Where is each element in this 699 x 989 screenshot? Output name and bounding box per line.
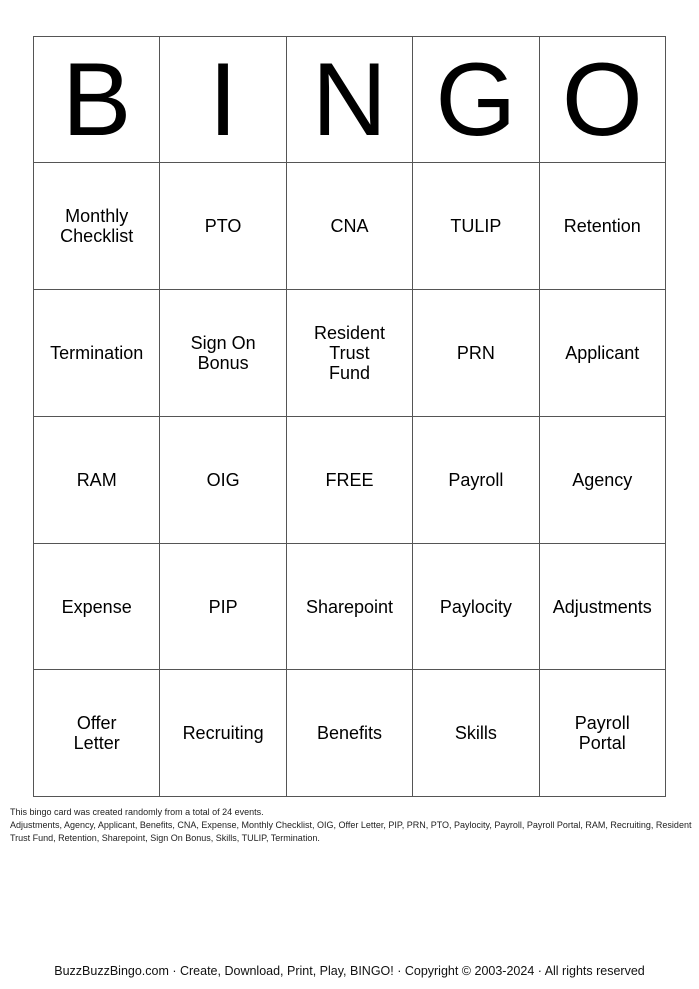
cell-label: Applicant	[565, 343, 640, 363]
cell-label: OIG	[206, 470, 240, 490]
bingo-cell[interactable]	[539, 544, 665, 670]
bingo-row-3	[34, 417, 666, 544]
bingo-cell[interactable]	[539, 417, 665, 544]
bingo-cell-free[interactable]	[286, 417, 412, 544]
bingo-cell[interactable]	[34, 670, 160, 797]
bingo-cell[interactable]	[34, 544, 160, 670]
bingo-row-5	[34, 670, 666, 797]
bingo-cell[interactable]	[160, 290, 286, 417]
bingo-row-1	[34, 163, 666, 290]
bingo-cell[interactable]	[286, 290, 412, 417]
cell-label: Agency	[572, 470, 633, 490]
bingo-cell[interactable]	[413, 670, 539, 797]
bingo-cell[interactable]	[413, 417, 539, 544]
bingo-cell[interactable]	[160, 417, 286, 544]
cell-label: PTO	[204, 216, 242, 236]
footer-text: BuzzBuzzBingo.com · Create, Download, Print, Play, BINGO! · Copyright © 2003-2024 · All rights reserved	[54, 964, 645, 978]
header-letter-n: N	[286, 37, 412, 163]
bingo-cell[interactable]	[286, 163, 412, 290]
bingo-header-row	[34, 37, 666, 163]
cell-label: Expense	[61, 596, 132, 617]
bingo-cell[interactable]	[539, 290, 665, 417]
header-letter-i: I	[160, 37, 286, 163]
bingo-cell[interactable]	[413, 163, 539, 290]
cell-label: Monthly Checklist	[60, 206, 134, 246]
bingo-cell[interactable]	[413, 290, 539, 417]
bingo-row-4	[34, 544, 666, 670]
bingo-cell[interactable]	[539, 670, 665, 797]
card-footnote	[10, 806, 694, 845]
bingo-card	[33, 36, 666, 797]
bingo-cell[interactable]	[34, 417, 160, 544]
header-letter-b: B	[34, 37, 160, 163]
bingo-cell[interactable]	[34, 163, 160, 290]
cell-label: Paylocity	[439, 596, 512, 617]
bingo-cell[interactable]	[286, 544, 412, 670]
cell-label: Termination	[50, 343, 144, 363]
bingo-cell[interactable]	[34, 290, 160, 417]
bingo-cell[interactable]	[539, 163, 665, 290]
header-letter-g: G	[413, 37, 539, 163]
bingo-row-2	[34, 290, 666, 417]
free-space-label: FREE	[325, 470, 374, 490]
bingo-cell[interactable]	[413, 544, 539, 670]
cell-label: Sign On Bonus	[190, 333, 256, 373]
cell-label: Payroll Portal	[574, 713, 630, 753]
cell-label: PIP	[208, 596, 238, 617]
cell-label: Skills	[454, 723, 497, 743]
bingo-cell[interactable]	[160, 544, 286, 670]
bingo-cell[interactable]	[286, 670, 412, 797]
cell-label: Recruiting	[182, 723, 264, 743]
bingo-cell[interactable]	[160, 670, 286, 797]
cell-label: CNA	[330, 216, 369, 236]
cell-label: Resident Trust Fund	[313, 323, 385, 383]
page-footer	[0, 962, 699, 980]
cell-label: RAM	[76, 470, 117, 490]
cell-label: Adjustments	[552, 596, 652, 617]
cell-label: Benefits	[316, 723, 382, 743]
cell-label: Retention	[563, 216, 641, 236]
footnote-events-list: Adjustments, Agency, Applicant, Benefits, CNA, Expense, Monthly Checklist, OIG, Offer Letter, PIP, PRN, PTO, Paylocity, Payroll, Payroll Portal, RAM, Recruiting, Resident Trust Fund, Retention, Sharepoint, Sign On Bonus, Skills, TULIP, Termination.	[10, 820, 692, 843]
footnote-summary: This bingo card was created randomly from a total of 24 events.	[10, 807, 264, 817]
cell-label: Sharepoint	[305, 596, 394, 617]
header-letter-o: O	[539, 37, 665, 163]
cell-label: TULIP	[450, 216, 502, 236]
cell-label: Payroll	[448, 470, 504, 490]
cell-label: PRN	[456, 343, 495, 363]
bingo-cell[interactable]	[160, 163, 286, 290]
cell-label: Offer Letter	[73, 713, 120, 753]
